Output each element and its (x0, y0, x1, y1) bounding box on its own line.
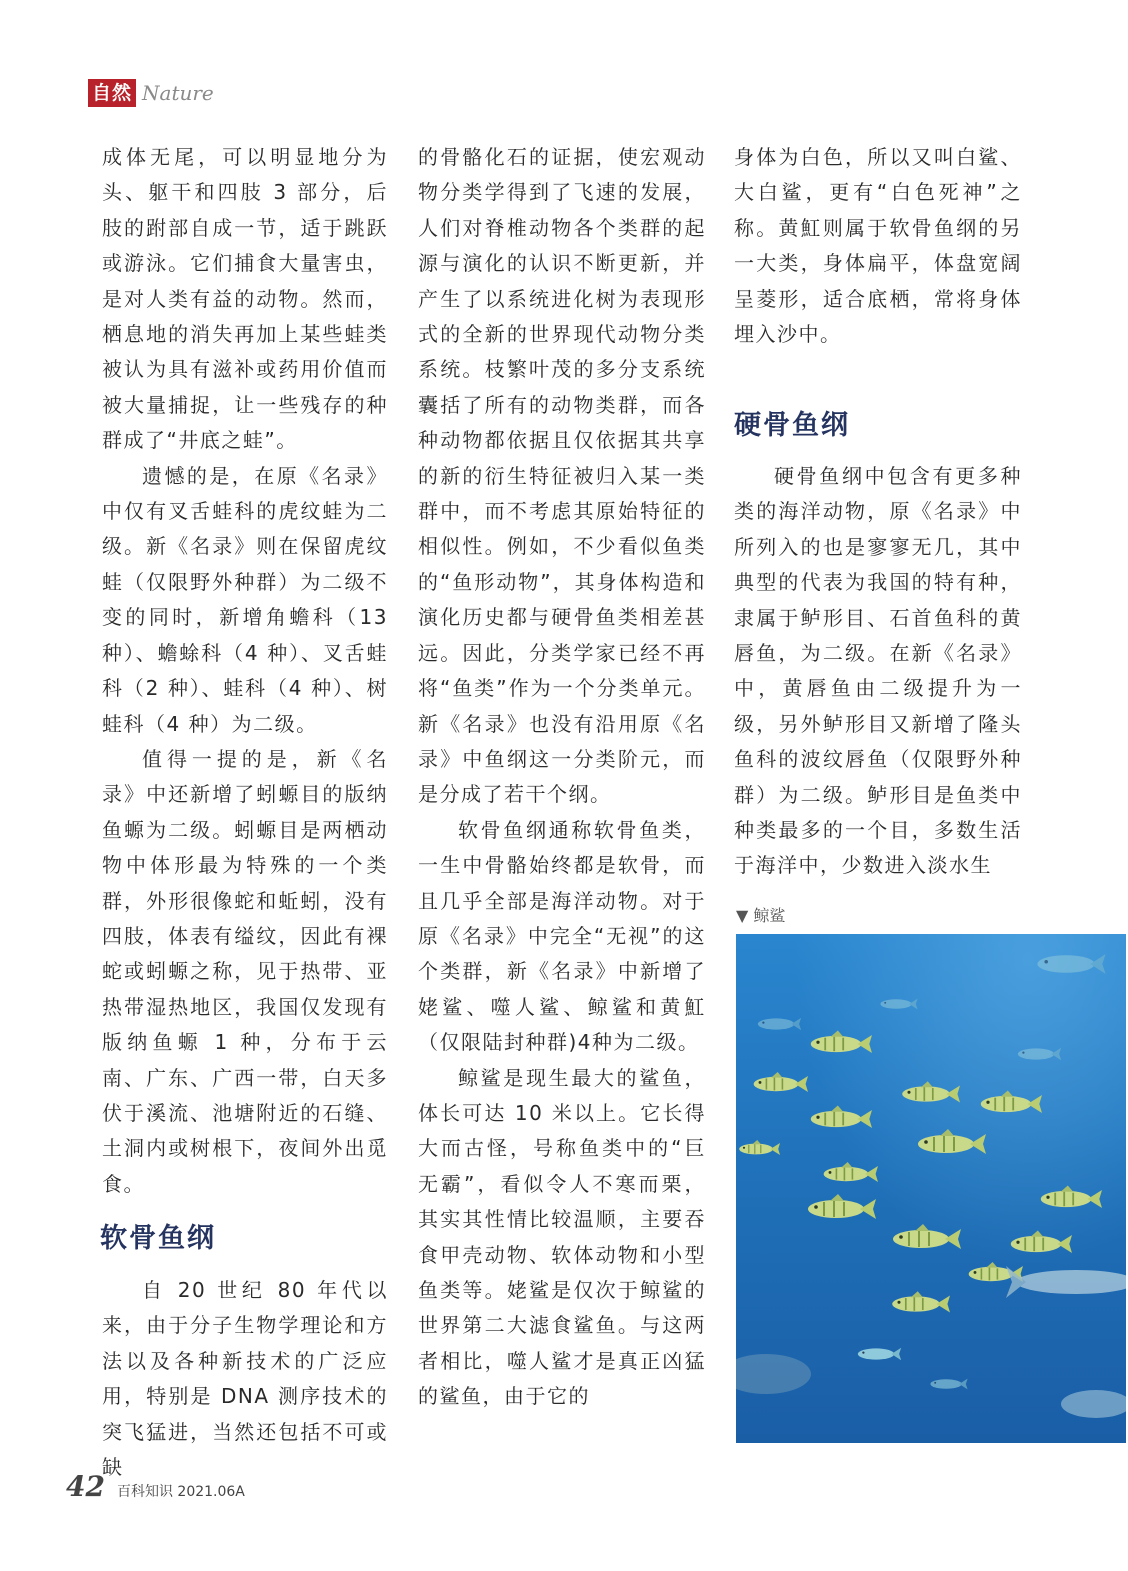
section-heading-cartilaginous-fish: 软骨鱼纲 (100, 1223, 216, 1254)
text-column-1 (102, 140, 388, 1202)
magazine-issue: 百科知识 2021.06A (116, 1484, 245, 1500)
section-tag (88, 78, 214, 108)
page-number: 42 (66, 1470, 105, 1503)
text-column-3 (734, 140, 1022, 352)
whale-shark-photo (736, 934, 1126, 1443)
section-tag-cn: 自然 (88, 79, 136, 107)
paragraph: 身体为白色，所以又叫白鲨、大白鲨，更有“白色死神”之称。黄魟则属于软骨鱼纲的另一大类，身体扁平，体盘宽阔呈菱形，适合底栖，常将身体埋入沙中。 (734, 145, 1022, 347)
paragraph: 鲸鲨是现生最大的鲨鱼，体长可达 10 米以上。它长得大而古怪，号称鱼类中的“巨无霸”，看似令人不寒而栗，其实其性情比较温顺，主要吞食甲壳动物、软体动物和小型鱼类等。姥鲨是仅次于鲸鲨的世界第二大滤食鲨鱼。与这两者相比，噬人鲨才是真正凶猛的鲨鱼，由于它的 (418, 1065, 706, 1409)
section-tag-en: Nature (142, 81, 214, 105)
paragraph: 的骨骼化石的证据，使宏观动物分类学得到了飞速的发展，人们对脊椎动物各个类群的起源与演化的认识不断更新，并产生了以系统进化树为表现形式的全新的世界现代动物分类系统。枝繁叶茂的多分支系统囊括了所有的动物类群，而各种动物都依据且仅依据其共享的新的衍生特征被归入某一类群中，而不考虑其原始特征的相似性。例如，不少看似鱼类的“鱼形动物”，其身体构造和演化历史都与硬骨鱼类相差甚远。因此，分类学家已经不再将“鱼类”作为一个分类单元。新《名录》也没有沿用原《名录》中鱼纲这一分类阶元，而是分成了若干个纲。 (418, 145, 706, 807)
page-footer (66, 1470, 245, 1503)
paragraph: 值得一提的是，新《名录》中还新增了蚓螈目的版纳鱼螈为二级。蚓螈目是两栖动物中体形最为特殊的一个类群，外形很像蛇和蚯蚓，没有四肢，体表有缢纹，因此有裸蛇或蚓螈之称，见于热带、亚热带湿热地区，我国仅发现有版纳鱼螈 1 种，分布于云南、广东、广西一带，白天多伏于溪流、池塘附近的石缝、土洞内或树根下，夜间外出觅食。 (102, 746, 388, 1196)
paragraph: 自 20 世纪 80 年代以来，由于分子生物学理论和方法以及各种新技术的广泛应用，特别是 DNA 测序技术的突飞猛进，当然还包括不可或缺 (102, 1278, 388, 1480)
paragraph: 遗憾的是，在原《名录》中仅有叉舌蛙科的虎纹蛙为二级。新《名录》则在保留虎纹蛙（仅限野外种群）为二级不变的同时，新增角蟾科（13 种）、蟾蜍科（4 种）、叉舌蛙科（2 种）、蛙科（4 种）、树蛙科（4 种）为二级。 (102, 463, 388, 736)
figure-caption: ▼ 鲸鲨 (736, 906, 786, 925)
text-column-1-continued (102, 1273, 388, 1485)
text-column-3-continued (734, 459, 1022, 884)
paragraph: 成体无尾，可以明显地分为头、躯干和四肢 3 部分，后肢的跗部自成一节，适于跳跃或游泳。它们捕食大量害虫，是对人类有益的动物。然而，栖息地的消失再加上某些蛙类被认为具有滋补或药用价值而被大量捕捉，让一些残存的种群成了“井底之蛙”。 (102, 145, 388, 453)
section-heading-bony-fish: 硬骨鱼纲 (734, 410, 850, 441)
underwater-fish-illustration (736, 934, 1126, 1443)
paragraph: 硬骨鱼纲中包含有更多种类的海洋动物，原《名录》中所列入的也是寥寥无几，其中典型的代表为我国的特有种，隶属于鲈形目、石首鱼科的黄唇鱼，为二级。在新《名录》中，黄唇鱼由二级提升为一级，另外鲈形目又新增了隆头鱼科的波纹唇鱼（仅限野外种群）为二级。鲈形目是鱼类中种类最多的一个目，多数生活于海洋中，少数进入淡水生 (734, 464, 1022, 878)
paragraph: 软骨鱼纲通称软骨鱼类，一生中骨骼始终都是软骨，而且几乎全部是海洋动物。对于原《名录》中完全“无视”的这个类群，新《名录》中新增了姥鲨、噬人鲨、鲸鲨和黄魟（仅限陆封种群)4种为二级。 (418, 817, 706, 1055)
text-column-2 (418, 140, 706, 1415)
